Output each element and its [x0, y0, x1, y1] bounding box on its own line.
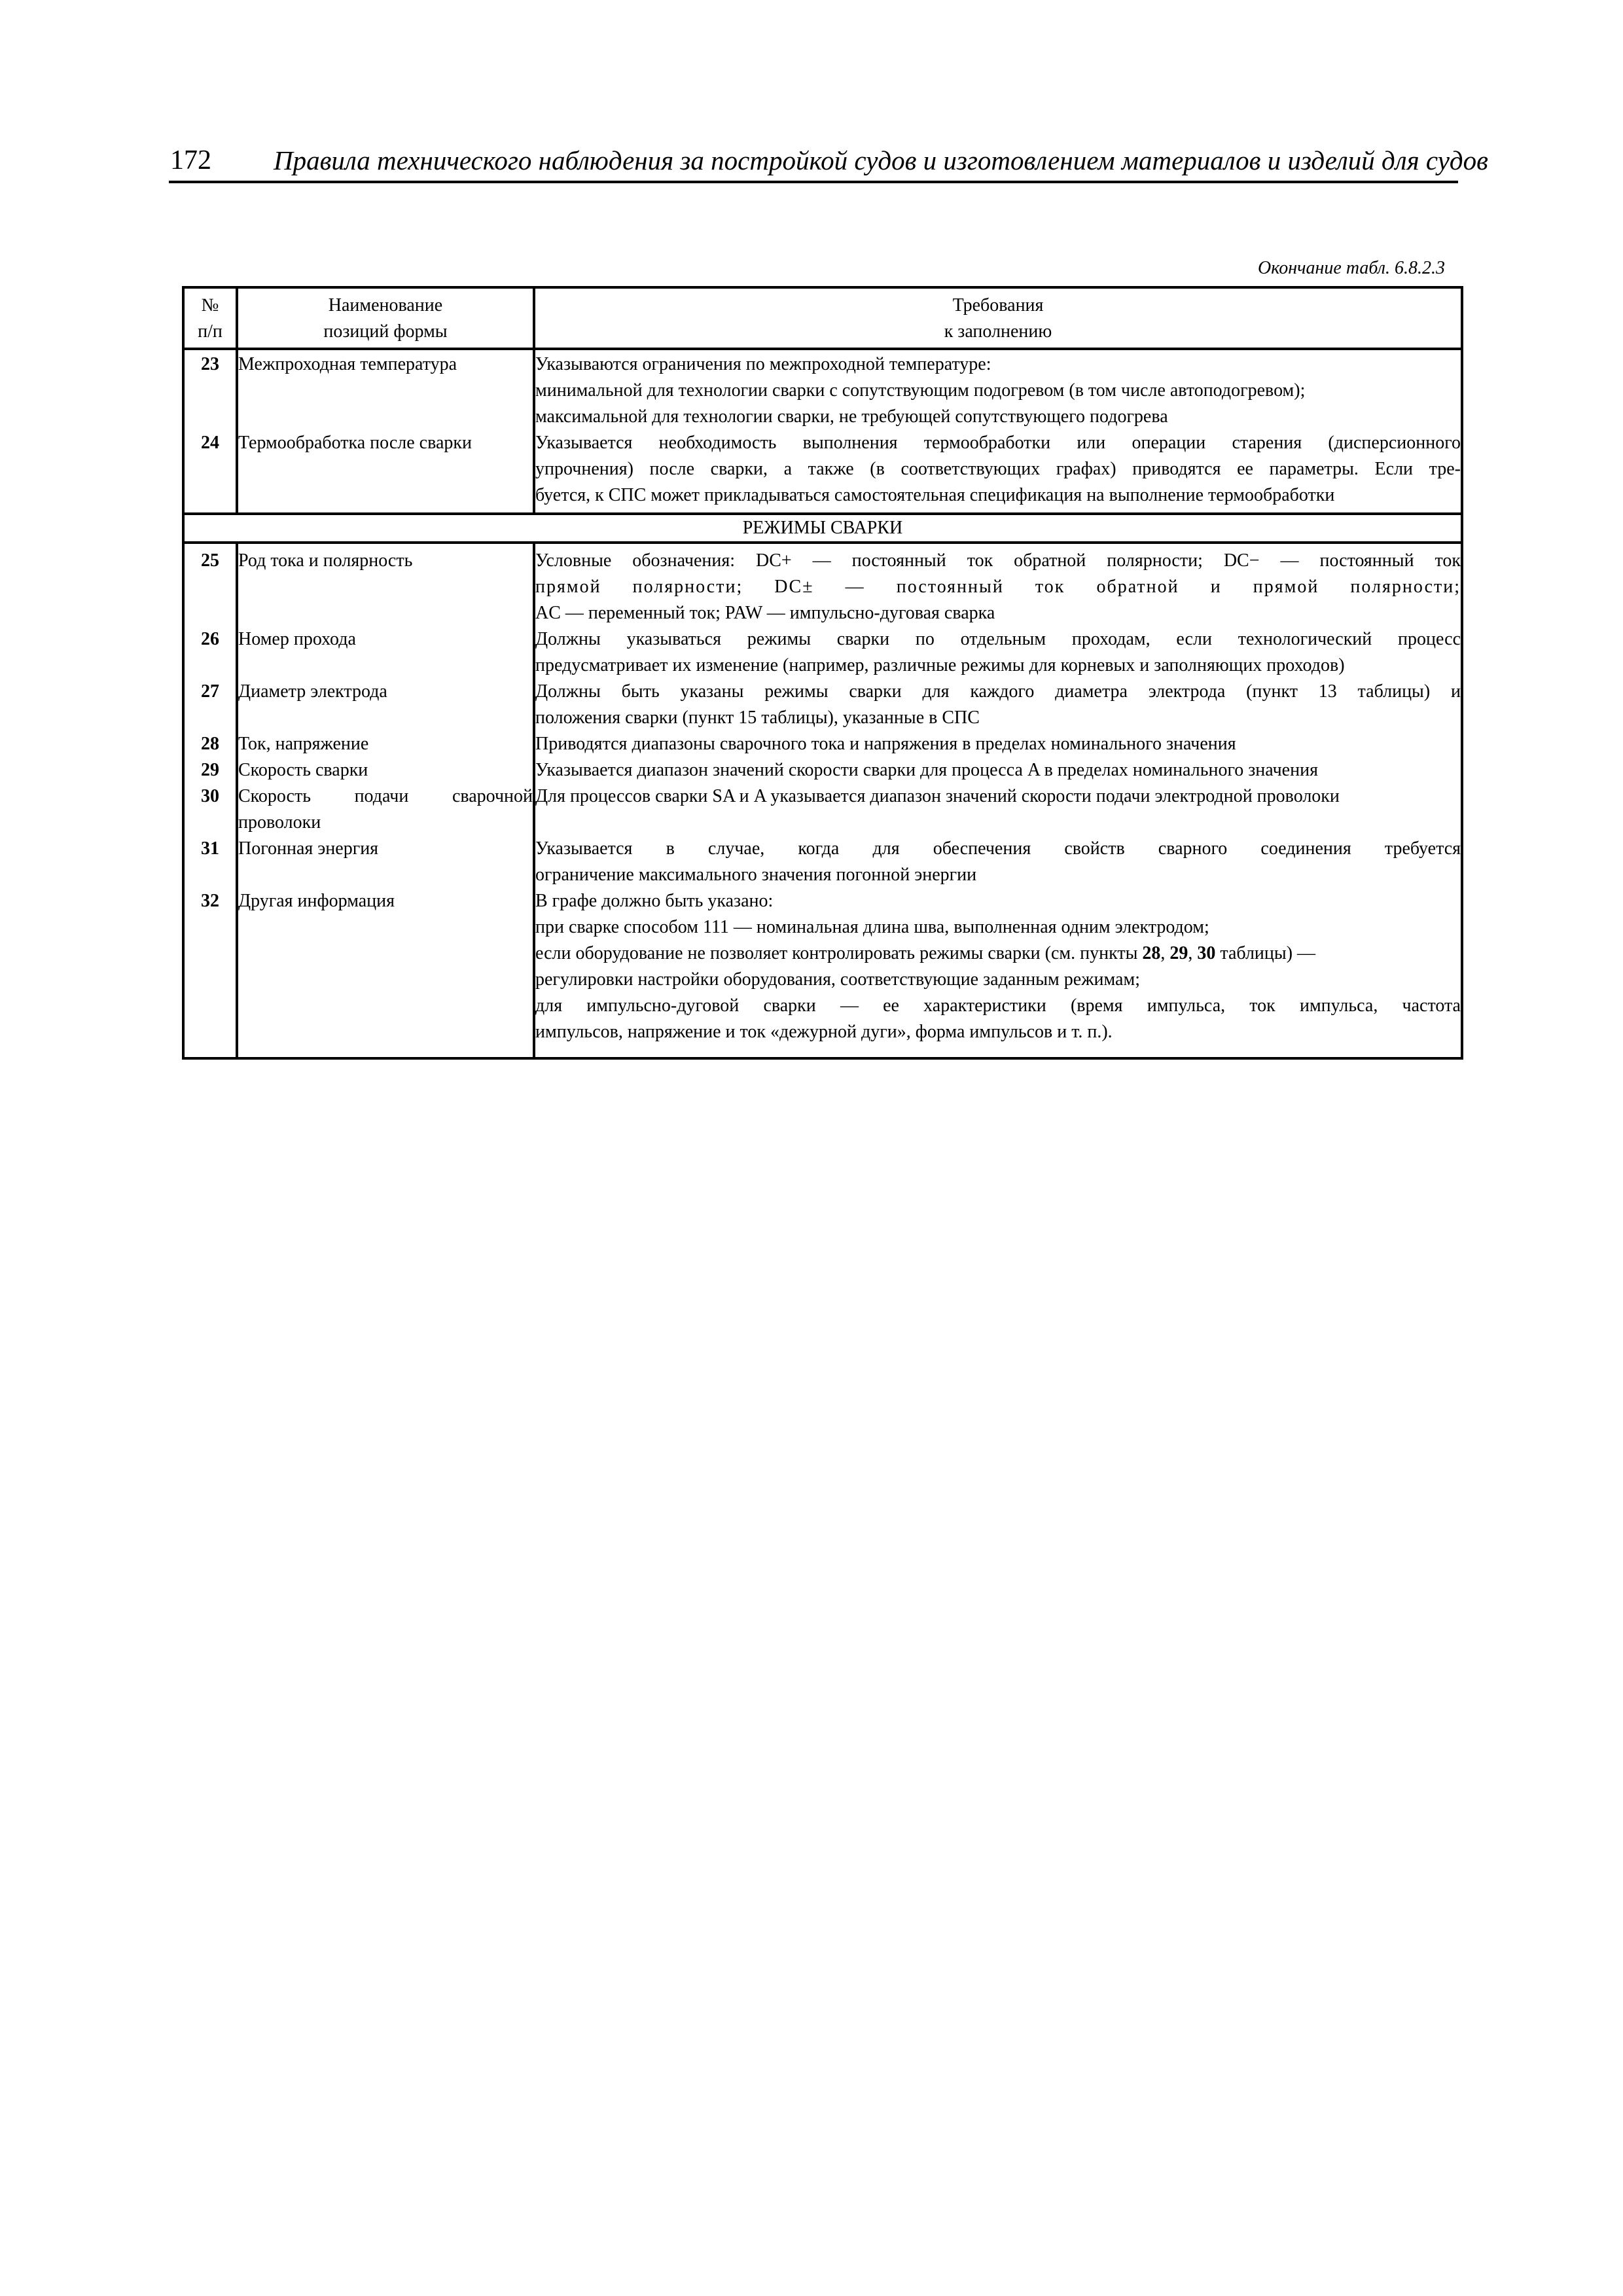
table-row	[183, 543, 1462, 1058]
table-row	[183, 349, 1462, 514]
row-requirements-cell: Указываются ограничения по межпроходной температуре: минимальной для технологии сварки с сопутствующим подогревом (в том числе автоподогревом); максимальной для технологии сварки, не требующей сопутствующего подогрева Указывается необходимость выполнения термообработки или операции старения (дисперсионного упрочнения) после сварки, а также (в соответствующих графах) приводятся ее параметры. Если тре- буется, к СПС может прикладываться самостоятельная спецификация на выполнение термообработки	[534, 349, 1462, 514]
row-number-cell: 25 26 27 28 29 30 31 32	[183, 543, 237, 1058]
page-number: 172	[170, 145, 211, 175]
page-header	[169, 143, 1488, 183]
row-number-cell: 23 24	[183, 349, 237, 514]
equipment-line: если оборудование не позволяет контролировать режимы сварки (см. пункты 28, 29, 30 таблицы) —	[535, 943, 1316, 963]
table-header-row	[183, 287, 1462, 349]
column-header-requirements: Требования к заполнению	[534, 287, 1462, 349]
table-caption: Окончание табл. 6.8.2.3	[1258, 258, 1445, 278]
requirements-table	[182, 286, 1463, 1060]
column-header-name: Наименование позиций формы	[237, 287, 534, 349]
section-row	[183, 514, 1462, 543]
running-title: Правила технического наблюдения за постройкой судов и изготовлением материалов и изделий для судов	[274, 145, 1488, 175]
column-header-number: № п/п	[183, 287, 237, 349]
section-title: РЕЖИМЫ СВАРКИ	[183, 514, 1462, 543]
row-name-cell: Межпроходная температура Термообработка после сварки	[237, 349, 534, 514]
row-requirements-cell: Условные обозначения: DC+ — постоянный ток обратной полярности; DC− — постоянный ток прямой полярности; DC± — постоянный ток обратной и прямой полярности; AC — переменный ток; PAW — импульсно-дуговая сварка Должны указываться режимы сварки по отдельным проходам, если технологический процесс предусматривает их изменение (например, различные режимы для корневых и заполняющих проходов) Должны быть указаны режимы сварки для каждого диаметра электрода (пункт 13 таблицы) и положения сварки (пункт 15 таблицы), указанные в СПС Приводятся диапазоны сварочного тока и напряжения в пределах номинального значения Указывается диапазон значений скорости сварки для процесса A в пределах номинального значения Для процессов сварки SA и A указывается диапазон значений скорости подачи электродной проволоки Указывается в случае, когда для обеспечения свойств сварного соединения требуется ограничение максимального значения погонной энергии В графе должно быть указано: при сварке способом 111 — номинальная длина шва, выполненная одним электродом; если оборудование не позволяет контролировать режимы сварки (см. пункты 28, 29, 30 таблицы) — регулировки настройки оборудования, соответствующие заданным режимам; для импульсно-дуговой сварки — ее характеристики (время импульса, ток импульса, частота импульсов, напряжение и ток «дежурной дуги», форма импульсов и т. п.).	[534, 543, 1462, 1058]
row-name-cell: Род тока и полярность Номер прохода Диаметр электрода Ток, напряжение Скорость сварки Скорость подачи сварочной проволоки Погонная энергия Другая информация	[237, 543, 534, 1058]
